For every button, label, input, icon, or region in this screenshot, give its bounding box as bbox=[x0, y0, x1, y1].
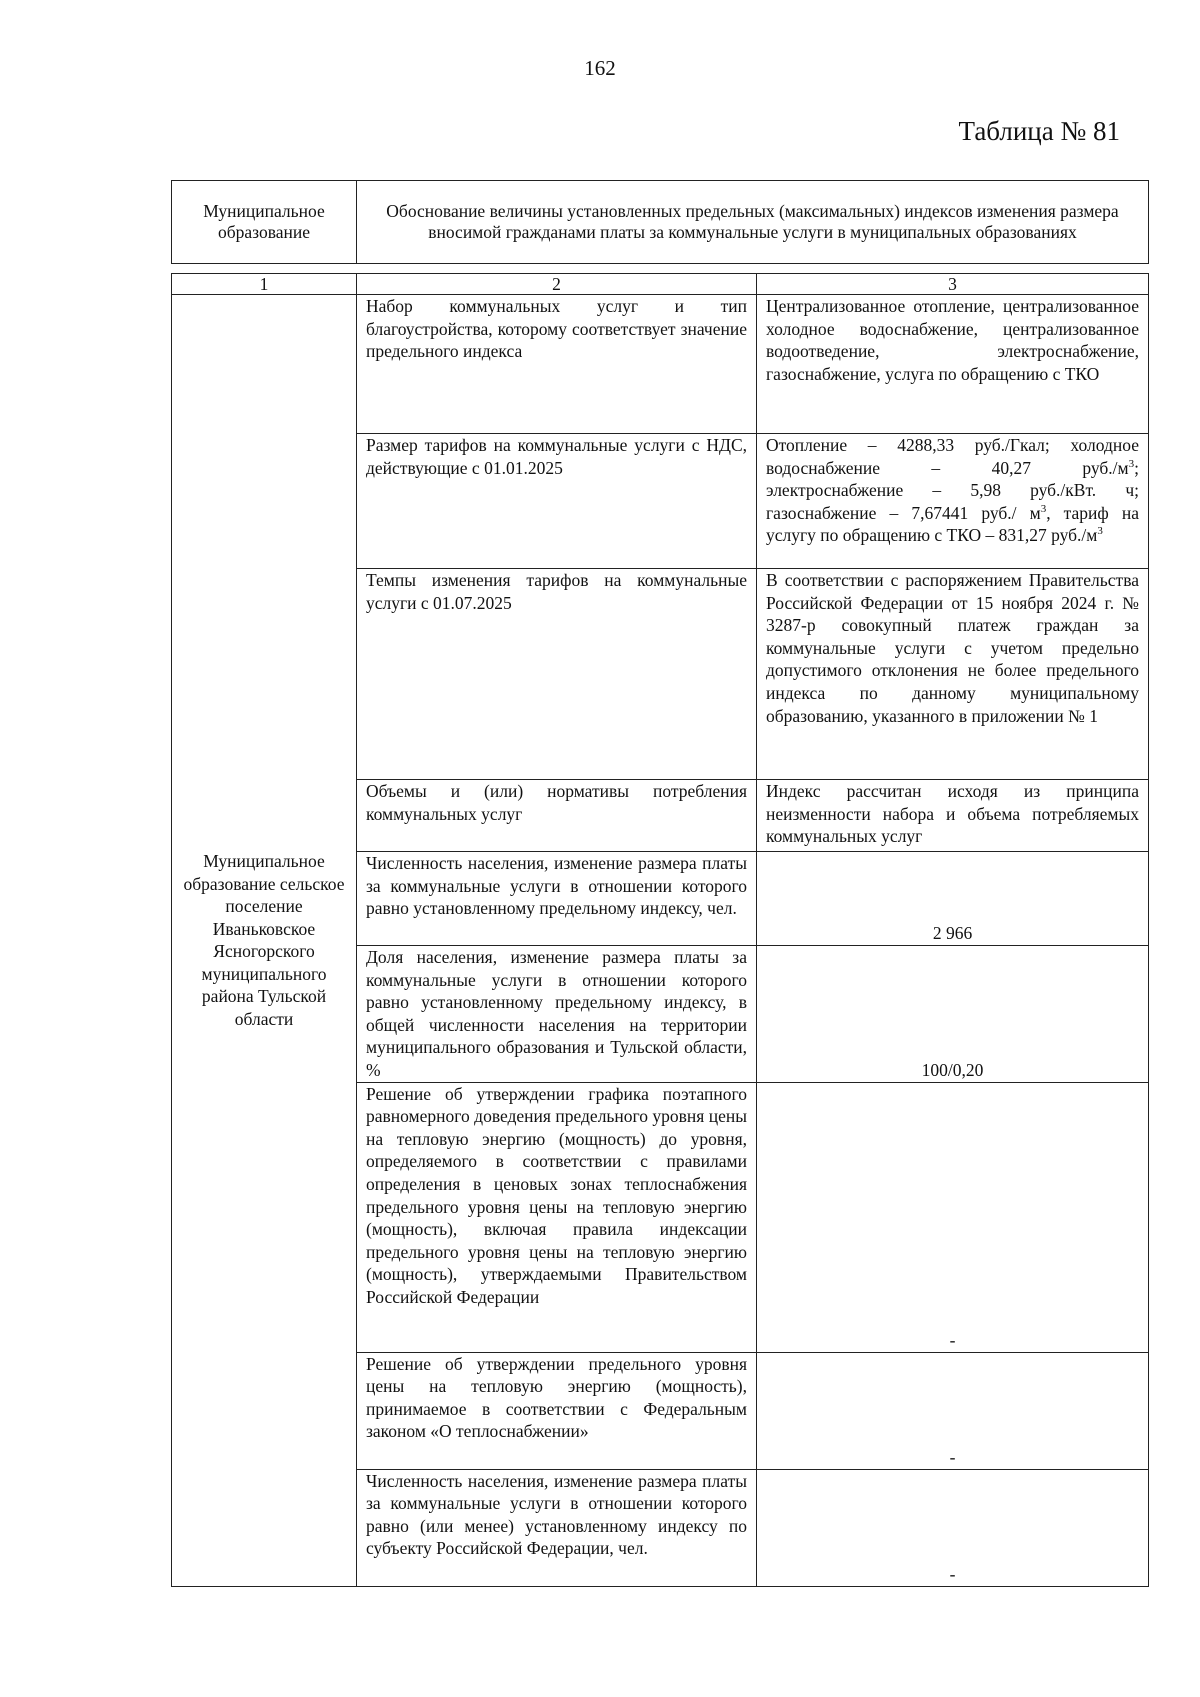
row-param: Объемы и (или) нормативы потребления коммунальных услуг bbox=[357, 780, 757, 852]
header-col2: Обоснование величины установленных предельных (максимальных) индексов изменения размера вносимой гражданами платы за коммунальные услуги в муниципальных образованиях bbox=[357, 181, 1149, 264]
tariffs-sup-2: 3 bbox=[1040, 502, 1047, 515]
tariffs-part-1: Отопление – 4288,33 руб./Гкал; холодное водоснабжение – 40,27 руб./м bbox=[766, 435, 1139, 478]
tariffs-part-3: , тариф на услугу по обращению с ТКО – 831,27 руб./м bbox=[766, 502, 1139, 546]
row-value: - bbox=[757, 1469, 1149, 1586]
column-number-1: 1 bbox=[172, 274, 357, 295]
column-number-2: 2 bbox=[357, 274, 757, 295]
row-param: Доля населения, изменение размера платы за коммунальные услуги в отношении которого равно установленному предельному индексу, в общей численности населения на территории муниципального образования и Тульской области, % bbox=[357, 946, 757, 1083]
header-row bbox=[172, 181, 1149, 264]
header-col1: Муниципальное образование bbox=[172, 181, 357, 264]
row-value: - bbox=[757, 1082, 1149, 1352]
table-row bbox=[172, 295, 1149, 434]
row-value: В соответствии с распоряжением Правительства Российской Федерации от 15 ноября 2024 г. № 3287-р совокупный платеж граждан за коммунальные услуги с учетом предельно допустимого отклонения не более предельного индекса по данному муниципальному образованию, указанного в приложении № 1 bbox=[757, 569, 1149, 780]
row-param: Размер тарифов на коммунальные услуги с НДС, действующие с 01.01.2025 bbox=[357, 434, 757, 569]
tariffs-sup-1: 3 bbox=[1128, 457, 1135, 470]
row-value: - bbox=[757, 1352, 1149, 1469]
row-param: Численность населения, изменение размера платы за коммунальные услуги в отношении которого равно установленному предельному индексу, чел. bbox=[357, 852, 757, 946]
row-value: Централизованное отопление, централизованное холодное водоснабжение, централизованное водоотведение, электроснабжение, газоснабжение, услуга по обращению с ТКО bbox=[757, 295, 1149, 434]
column-numbers-row bbox=[172, 274, 1149, 295]
column-number-3: 3 bbox=[757, 274, 1149, 295]
row-param: Решение об утверждении графика поэтапного равномерного доведения предельного уровня цены на тепловую энергию (мощность) до уровня, определяемого в соответствии с правилами определения в ценовых зонах теплоснабжения предельного уровня цены на тепловую энергию (мощность), включая правила индексации предельного уровня цены на тепловую энергию (мощность), утверждаемыми Правительством Российской Федерации bbox=[357, 1082, 757, 1352]
tariffs-part-2: ; электроснабжение – 5,98 руб./кВт. ч; газоснабжение – 7,67441 руб./ м bbox=[766, 457, 1139, 523]
row-value bbox=[757, 434, 1149, 569]
data-table bbox=[171, 273, 1149, 1587]
page-number: 162 bbox=[584, 56, 616, 80]
row-value: 2 966 bbox=[757, 852, 1149, 946]
row-param: Темпы изменения тарифов на коммунальные услуги с 01.07.2025 bbox=[357, 569, 757, 780]
row-param: Набор коммунальных услуг и тип благоустройства, которому соответствует значение предельного индекса bbox=[357, 295, 757, 434]
row-param: Численность населения, изменение размера платы за коммунальные услуги в отношении которого равно (или менее) установленному индексу по субъекту Российской Федерации, чел. bbox=[357, 1469, 757, 1586]
tariffs-sup-3: 3 bbox=[1097, 525, 1103, 538]
table-title: Таблица № 81 bbox=[958, 116, 1120, 146]
row-value: Индекс рассчитан исходя из принципа неизменности набора и объема потребляемых коммунальных услуг bbox=[757, 780, 1149, 852]
header-table bbox=[171, 180, 1149, 264]
row-value: 100/0,20 bbox=[757, 946, 1149, 1083]
municipality-cell: Муниципальное образование сельское поселение Иваньковское Ясногорского муниципального района Тульской области bbox=[172, 295, 357, 1587]
row-param: Решение об утверждении предельного уровня цены на тепловую энергию (мощность), принимаемое в соответствии с Федеральным законом «О теплоснабжении» bbox=[357, 1352, 757, 1469]
